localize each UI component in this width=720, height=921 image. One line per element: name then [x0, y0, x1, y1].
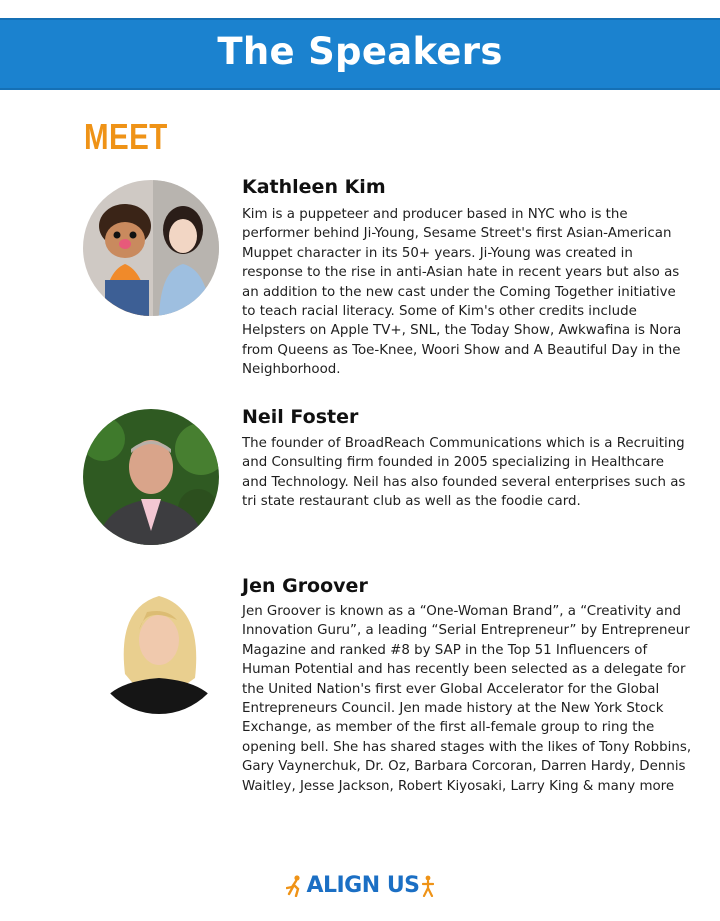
speaker-bio: Jen Groover is known as a “One-Woman Brand”, a “Creativity and Innovation Guru”, a leading “Serial Entrepreneur” by Entrepreneur Magazine and ranked #8 by SAP in the Top 51 Influencers of Human Potential and has recently been selected as a delegate for the United Nation's first ever Global Accelerator for the Global Entrepreneurs Council. Jen made history at the New York Stock Exchange, as member of the first all-female group to ring the opening bell. She has shared stages with the likes of Tony Robbins, Gary Vaynerchuk, Dr. Oz, Barbara Corcoran, Darren Hardy, Dennis Waitley, Jesse Jackson, Robert Kiyosaki, Larry King & many more — [242, 604, 692, 794]
speaker-photo-neil-foster — [83, 409, 219, 545]
logo-text: ALIGN US — [306, 873, 420, 898]
speaker-name: Neil Foster — [242, 406, 359, 428]
section-heading: MEET — [84, 116, 168, 157]
speaker-name: Kathleen Kim — [242, 176, 386, 198]
speaker-name: Jen Groover — [242, 575, 368, 597]
figure-icon — [422, 875, 434, 897]
page-title: The Speakers — [217, 29, 503, 73]
speaker-photo-jen-groover — [91, 578, 227, 714]
speaker-photo-kathleen-kim — [83, 180, 219, 316]
speaker-bio: Kim is a puppeteer and producer based in NYC who is the performer behind Ji-Young, Sesame Street's first Asian-American Muppet character in its 50+ years. Ji-Young was created in response to the rise in anti-Asian hate in recent years but also as an addition to the new cast under the Coming Together initiative to teach racial literacy. Some of Kim's other credits include Helpsters on Apple TV+, SNL, the Today Show, Awkwafina is Nora from Queens as Toe-Knee, Woori Show and A Beautiful Day in the Neighborhood. — [242, 207, 682, 378]
footer-logo — [0, 873, 720, 898]
align-us-logo — [286, 873, 433, 898]
speaker-bio: The founder of BroadReach Communications which is a Recruiting and Consulting firm founded in 2005 specializing in Healthcare and Technology. Neil has also founded several enterprises such as tri state restaurant club as well as the foodie card. — [242, 436, 686, 510]
runner-icon — [286, 875, 304, 897]
header-banner — [0, 18, 720, 90]
